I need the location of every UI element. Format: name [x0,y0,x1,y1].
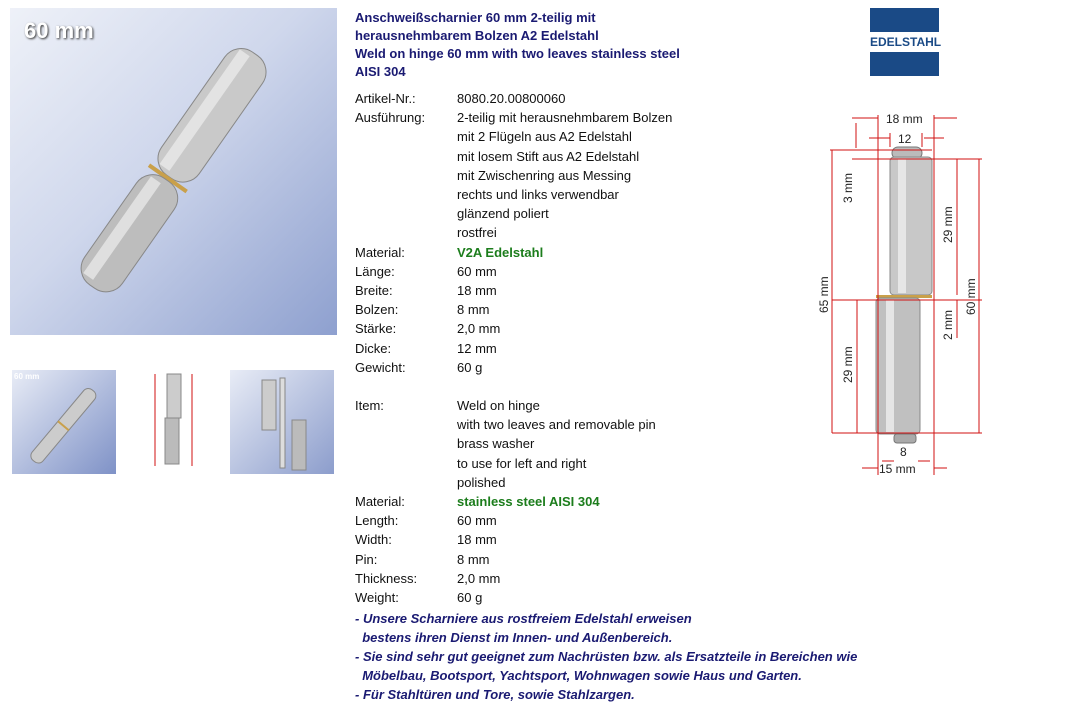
spec-value: stainless steel AISI 304 [457,494,600,509]
spec-row [355,300,490,319]
spec-row [355,204,549,223]
spec-value: 12 mm [457,340,497,356]
title-line: herausnehmbarem Bolzen A2 Edelstahl [355,28,599,43]
spec-label: Dicke: [355,340,392,356]
title-line: AISI 304 [355,64,406,79]
spec-value: glänzend poliert [457,206,549,222]
hinge-photo [10,8,337,335]
spec-label: Width: [355,532,392,548]
edelstahl-logo [870,8,942,76]
spec-row [355,281,497,300]
title-line: Anschweißscharnier 60 mm 2-teilig mit [355,10,596,25]
spec-value: 60 g [457,359,483,375]
thumbnail-diagram[interactable] [122,370,226,474]
dim-top-gap: 3 mm [841,173,855,203]
spec-value: Weld on hinge [457,398,540,413]
spec-value: brass washer [457,436,535,452]
spec-label: Gewicht: [355,359,406,375]
spec-row [355,127,632,146]
note-line: - Sie sind sehr gut geeignet zum Nachrüsten bzw. als Ersatzteile in Bereichen wie [355,649,858,664]
spec-row [355,243,543,262]
note-line: bestens ihren Dienst im Innen- und Außenbereich. [355,630,673,645]
spec-label: Breite: [355,283,393,298]
spec-label: Ausführung: [355,110,426,126]
spec-value: 8080.20.00800060 [457,91,566,106]
spec-row [355,511,497,530]
dim-lower-leaf: 29 mm [841,346,855,383]
dim-thickness: 12 [898,132,912,146]
spec-value: 18 mm [457,532,497,548]
spec-row [355,89,565,108]
spec-value: 2-teilig mit herausnehmbarem Bolzen [457,110,673,126]
dim-bottom-width: 15 mm [879,462,916,476]
spec-label: Länge: [355,263,395,279]
note-line: - Unsere Scharniere aus rostfreiem Edelstahl erweisen [355,611,692,626]
spec-row [355,415,656,434]
spec-value: mit losem Stift aus A2 Edelstahl [457,148,640,164]
spec-value: 60 mm [457,513,497,529]
note-line: Möbelbau, Bootsport, Yachtsport, Wohnwagen sowie Haus und Garten. [355,668,802,683]
spec-value: 18 mm [457,283,497,298]
thumbnail-photo[interactable] [12,370,116,474]
dim-length: 60 mm [964,278,978,315]
spec-value: polished [457,474,506,490]
spec-value: rostfrei [457,225,497,241]
dim-width: 18 mm [886,112,923,126]
spec-row [355,492,600,511]
spec-row [355,166,631,185]
spec-value: mit 2 Flügeln aus A2 Edelstahl [457,129,632,145]
spec-label: Item: [355,398,384,413]
spec-value: 2,0 mm [457,570,501,586]
spec-row [355,319,500,338]
spec-value: with two leaves and removable pin [457,417,656,433]
spec-label: Length: [355,513,399,529]
spec-value: 2,0 mm [457,321,501,337]
spec-row [355,454,586,473]
spec-row [355,588,482,607]
spec-row [355,262,497,281]
spec-value: 60 g [457,590,483,605]
spec-label: Artikel-Nr.: [355,91,416,106]
spec-row [355,147,639,166]
note-line: - Für Stahltüren und Tore, sowie Stahlzargen. [355,687,635,702]
spec-value: rechts und links verwendbar [457,187,619,202]
thumbnail-parts[interactable] [230,370,334,474]
product-main-image[interactable] [10,8,337,335]
spec-row [355,530,497,549]
spec-row [355,434,534,453]
spec-label: Material: [355,494,405,509]
spec-label: Pin: [355,551,378,567]
thumbnail-label: 60 mm [14,372,40,381]
spec-row [355,185,619,204]
logo-text: EDELSTAHL [870,32,939,52]
title-line: Weld on hinge 60 mm with two leaves stainless steel [355,46,680,61]
spec-label: Material: [355,244,405,260]
spec-value: to use for left and right [457,455,587,471]
spec-label: Bolzen: [355,302,399,318]
spec-row [355,223,497,242]
dim-total: 65 mm [817,276,831,313]
spec-value: V2A Edelstahl [457,244,544,260]
spec-row [355,358,482,377]
spec-row [355,569,500,588]
dimension-diagram [812,103,992,478]
spec-row [355,550,490,569]
dim-upper-leaf: 29 mm [941,206,955,243]
spec-value: 8 mm [457,302,490,318]
spec-value: 8 mm [457,551,490,567]
spec-row [355,396,540,415]
spec-label: Stärke: [355,321,397,337]
dim-washer: 2 mm [941,310,955,340]
spec-row [355,339,497,358]
spec-value: 60 mm [457,263,497,279]
spec-row [355,473,505,492]
image-size-label: 60 mm [24,18,94,43]
spec-label: Thickness: [355,570,418,586]
spec-label: Weight: [355,590,399,605]
dim-pin: 8 [900,445,907,459]
feature-notes [355,609,857,704]
product-title [355,9,775,81]
spec-row [355,108,672,127]
spec-value: mit Zwischenring aus Messing [457,167,632,183]
